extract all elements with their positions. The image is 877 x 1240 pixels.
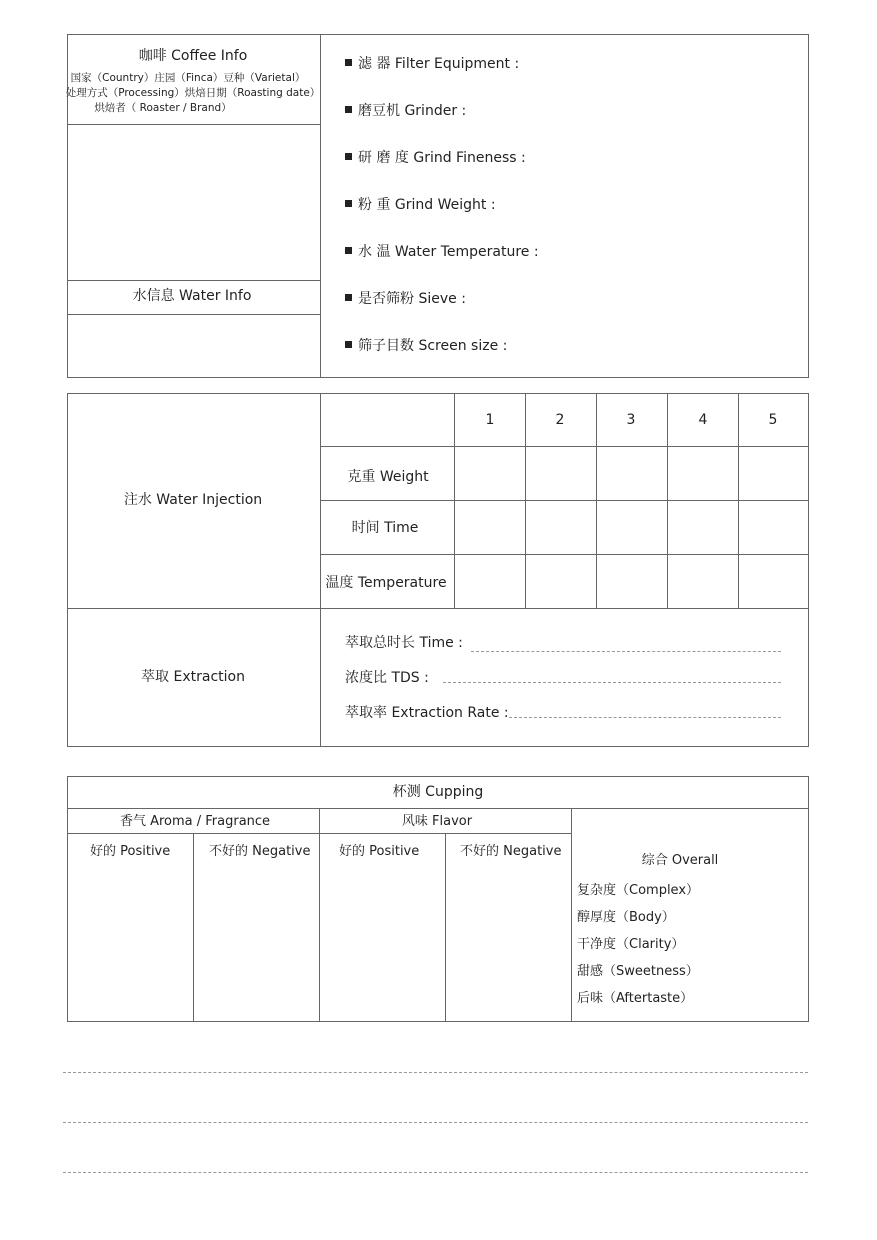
aroma-title: 香气 Aroma / Fragrance [119,814,271,829]
column-header: 4 [698,412,708,428]
flavor-positive: 好的 Positive [339,844,420,859]
divider [319,808,320,1022]
row-header: 克重 Weight [347,469,429,485]
column-header: 1 [485,412,495,428]
label: 磨豆机 Grinder : [358,103,467,119]
extraction-title: 萃取 Extraction [141,669,245,685]
column-header: 5 [768,412,778,428]
notes-line[interactable] [63,1072,808,1073]
overall-item: 醇厚度（Body） [577,910,675,925]
divider [571,808,572,1022]
grid-line [667,393,668,608]
flavor-title: 风味 Flavor [401,814,473,829]
equipment-item [345,243,539,261]
divider [67,608,809,609]
bullet-icon [345,247,352,254]
overall-item: 复杂度（Complex） [577,883,700,898]
bullet-icon [345,59,352,66]
tds-label: 浓度比 TDS : [345,670,429,686]
row-header: 温度 Temperature [325,575,447,591]
equipment-item [345,196,496,214]
label: 研 磨 度 Grind Fineness : [358,150,526,166]
divider [67,124,320,125]
extraction-rate-label: 萃取率 Extraction Rate : [345,705,509,721]
extraction-time-label: 萃取总时长 Time : [345,635,463,651]
notes-line[interactable] [63,1172,808,1173]
divider [193,833,194,1022]
row-header: 时间 Time [351,520,419,536]
notes-line[interactable] [63,1122,808,1123]
grid-line [454,393,455,608]
grid-line [525,393,526,608]
equipment-item [345,337,507,355]
label: 是否筛粉 Sieve : [358,291,466,307]
aroma-negative: 不好的 Negative [209,844,311,859]
equipment-item [345,55,519,73]
grid-line [320,500,809,501]
water-info-title: 水信息 Water Info [132,288,252,304]
column-header: 3 [626,412,636,428]
bullet-icon [345,341,352,348]
cupping-title: 杯测 Cupping [392,784,484,800]
bullet-icon [345,200,352,207]
grid-line [320,554,809,555]
overall-item: 干净度（Clarity） [577,937,685,952]
equipment-item [345,149,526,167]
tds-line[interactable] [443,682,781,683]
extraction-time-line[interactable] [471,651,781,652]
divider [67,314,320,315]
grid-line [596,393,597,608]
column-header: 2 [555,412,565,428]
grid-line [320,446,809,447]
coffee-info-line: 国家（Country）庄园（Finca）豆种（Varietal） [70,72,306,84]
bullet-icon [345,294,352,301]
bullet-icon [345,106,352,113]
overall-item: 甜感（Sweetness） [577,964,699,979]
coffee-info-line: 烘焙者（ Roaster / Brand） [94,102,232,114]
coffee-info-line: 处理方式（Processing）烘焙日期（Roasting date） [65,87,321,99]
equipment-item [345,290,466,308]
grid-line [738,393,739,608]
overall-title: 综合 Overall [641,853,719,868]
divider [67,808,809,809]
label: 粉 重 Grind Weight : [358,197,496,213]
divider [67,280,320,281]
injection-title: 注水 Water Injection [123,492,263,508]
overall-item: 后味（Aftertaste） [577,991,694,1006]
divider [445,833,446,1022]
label: 水 温 Water Temperature : [358,244,539,260]
extraction-rate-line[interactable] [509,717,781,718]
flavor-negative: 不好的 Negative [460,844,562,859]
aroma-positive: 好的 Positive [90,844,171,859]
label: 筛子目数 Screen size : [358,338,508,354]
bullet-icon [345,153,352,160]
equipment-item [345,102,466,120]
label: 滤 器 Filter Equipment : [358,56,520,72]
coffee-info-title: 咖啡 Coffee Info [138,48,248,64]
